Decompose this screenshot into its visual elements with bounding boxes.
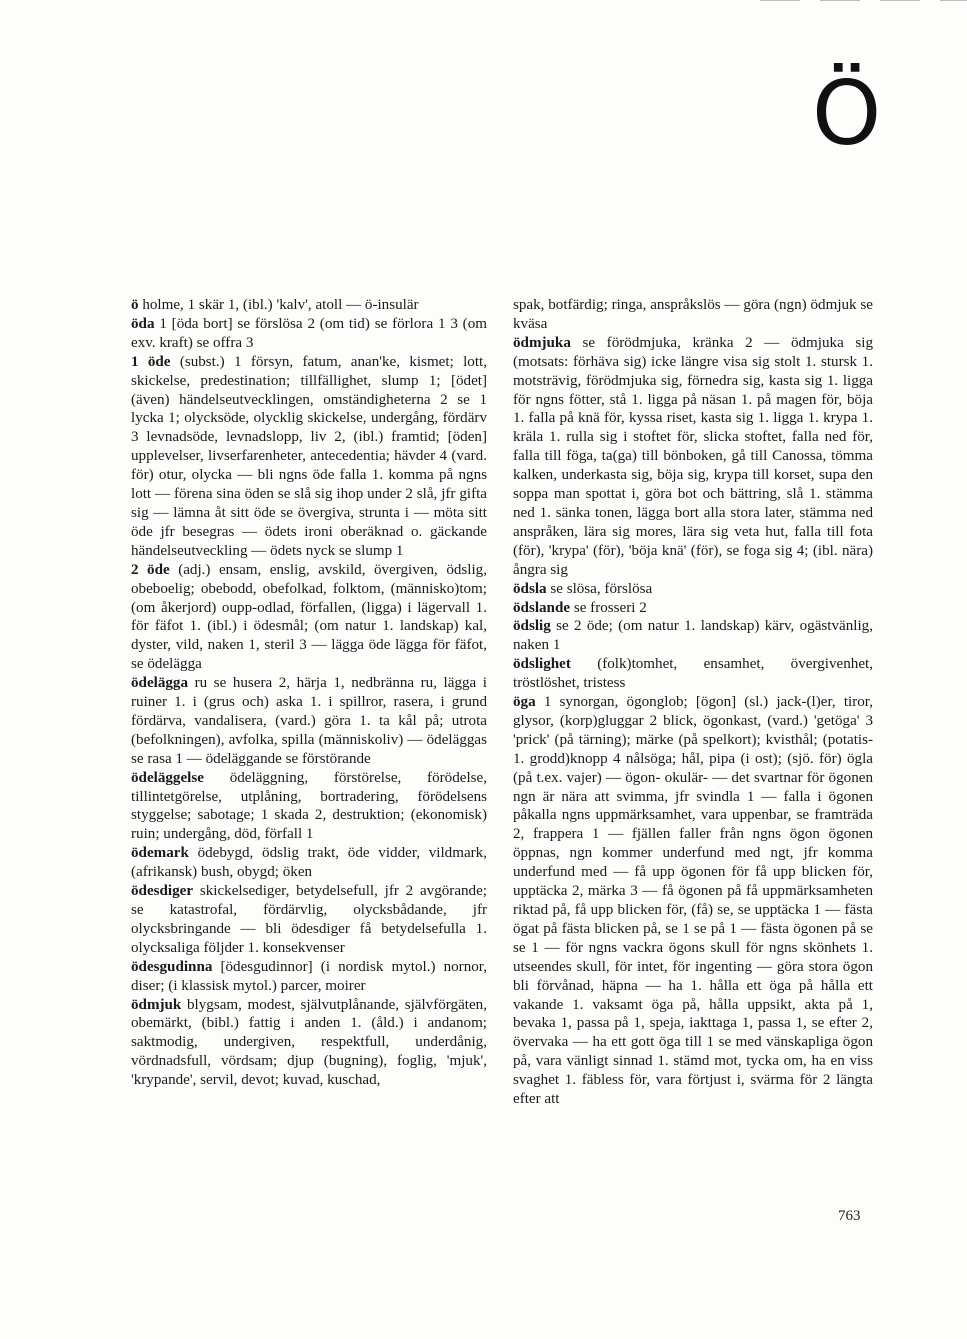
dictionary-entry bbox=[131, 296, 487, 315]
entry-definition: ru se husera 2, härja 1, nedbränna ru, lägga i ruiner 1. i (grus och) aska 1. i spillror, rasera, i grund fördärva, vandalisera, (vard.) göra 1. ta kål på; utrota (befolkningen), avfolka, spilla (människoliv) — ödeläggas se rasa 1 — ödeläggande se förstörande bbox=[131, 675, 487, 767]
right-column bbox=[513, 296, 873, 1109]
entry-definition: skickelsediger, betydelsefull, jfr 2 avgörande; se katastrofal, fördärvlig, olycksbådande, jfr olycksbringande — bli ödesdiger få betydelsefulla 1. olycksaliga följder 1. konsekvenser bbox=[131, 883, 487, 956]
dictionary-entry bbox=[131, 674, 487, 769]
entry-headword: ö bbox=[131, 297, 139, 313]
entry-headword: ödmjuka bbox=[513, 334, 571, 351]
entry-headword: ödsla bbox=[513, 580, 547, 597]
entry-definition: (folk)tomhet, ensamhet, övergivenhet, tröstlöshet, tristess bbox=[513, 656, 873, 692]
entry-headword: ödslighet bbox=[513, 656, 571, 673]
entry-headword: ödesgudinna bbox=[131, 958, 213, 975]
entry-definition: (adj.) ensam, enslig, avskild, övergiven, ödslig, obeboelig; obebodd, obefolkad, folktom, (människo)tom; (om åkerjord) oupp-odlad, förfallen, (ligga) i lägervall 1. för fäfot 1. (ibl.) i ödesmål; (om natur 1. landskap) kal, dyster, vild, naken 1, steril 3 — lägga öde lägga för fäfot, se ödelägga bbox=[131, 561, 487, 673]
entry-definition: spak, botfärdig; ringa, anspråkslös — göra (ngn) ödmjuk se kväsa bbox=[513, 297, 873, 332]
entry-headword: ödelägga bbox=[131, 675, 189, 692]
dictionary-entry bbox=[131, 958, 487, 996]
entry-headword: ödslig bbox=[513, 618, 551, 635]
entry-headword: ödemark bbox=[131, 845, 189, 862]
dictionary-entry bbox=[513, 693, 873, 1109]
entry-definition: ödebygd, ödslig trakt, öde vidder, vildmark, (afrikansk) bush, obygd; öken bbox=[131, 845, 487, 881]
entry-headword: 2 öde bbox=[131, 561, 170, 578]
entry-headword: ödslande bbox=[513, 599, 571, 616]
dictionary-entry bbox=[131, 315, 487, 353]
dictionary-entry bbox=[131, 353, 487, 561]
entry-definition: 1 synorgan, ögonglob; [ögon] (sl.) jack-(l)er, tiror, glysor, (korp)gluggar 2 blick, ögonkast, (vard.) 'getöga' 3 'prick' (på tärning); märke (på spelkort); kvisthål; (potatis- 1. grodd)knopp 4 nålsöga; hål, pipa (i ost); (sjö. för) ögla (på t.ex. vajer) — ögon- okulär- — det svartnar för ögonen ngn är nära att svimma, jfr svindla 1 — falla i ögonen påkalla ngns uppmärksamhet, vara uppenbar, se framträda 2, frappera 1 — fjällen faller från ngns ögon ögonen öppnas, ngn kommer underfund med ngt, jfr komma underfund med — få upp ögonen för få upp blicken för, upptäcka 2, märka 3 — få ögonen på få uppmärksamheten riktad på, få upp blicken för, (få) se, se upptäcka 1 — fästa ögat på fästa blicken på, se 1 se på 1 — fästa ögonen på se se 1 — för ngns vackra ögons skull för ngns skönhets 1. utseendes skull, för intet, för ingenting — göra stora ögon bli förvånad, häpna — ha 1. hålla ett öga på hålla ett vakande 1. vaksamt öga på, hålla uppsikt, akta på 1, bevaka 1, passa på 1, speja, iakttaga 1, passa 1, se efter 2, övervaka — ha ett gott öga till 1 se med vänskapliga ögon på, vara vänligt sinnad 1. stämd mot, tycka om, ha en viss svaghet 1. fäbless för, vara förtjust i, svärma för 2 längta efter att bbox=[513, 694, 873, 1108]
dictionary-entry bbox=[513, 617, 873, 655]
entry-definition: se förödmjuka, kränka 2 — ödmjuka sig (motsats: förhäva sig) icke längre visa sig stolt 1. stursk 1. motsträvig, förödmjuka sig, förnedra sig, kasta sig 1. ligga för ngns fötter, stå 1. ligga på näsan 1. på magen för, böja 1. falla på knä för, kyssa riset, kasta sig 1. ligga 1. krypa 1. kräla 1. rulla sig i stoftet för, slicka stoftet, falla ned för, falla till föga, ta(ga) till bönboken, gå till Canossa, tömma kalken, underkasta sig, böja sig, krypa till korset, supa den soppa man spottat i, göra bot och bättring, slå 1. stämma ned 1. sänka tonen, lägga bort alla stora later, stämma ned anspråken, lära sig mores, lära sig veta hut, falla till fota (för), 'krypa' (för), 'böja knä' (för), se foga sig 4; (ibl. nära) ångra sig bbox=[513, 334, 873, 578]
entry-definition: se slösa, förslösa bbox=[550, 580, 653, 597]
entry-definition: 1 [öda bort] se förslösa 2 (om tid) se förlora 1 3 (om exv. kraft) se offra 3 bbox=[131, 315, 487, 351]
dictionary-entry bbox=[513, 599, 873, 618]
top-edge-rule bbox=[760, 0, 967, 1]
dictionary-entry bbox=[131, 561, 487, 674]
entry-headword: 1 öde bbox=[131, 353, 171, 370]
dictionary-entry bbox=[513, 580, 873, 599]
entry-definition: se 2 öde; (om natur 1. landskap) kärv, ogästvänlig, naken 1 bbox=[513, 618, 873, 654]
dictionary-entry bbox=[131, 844, 487, 882]
entry-definition: ödeläggning, förstörelse, förödelse, tillintetgörelse, utplåning, bortradering, förödelsens styggelse; sabotage; 1 skada 2, destruktion; (ekonomisk) ruin; undergång, död, förfall 1 bbox=[131, 769, 487, 843]
dictionary-entry bbox=[513, 296, 873, 334]
entry-headword: ödeläggelse bbox=[131, 769, 204, 786]
dictionary-entry bbox=[131, 769, 487, 845]
entry-headword: öda bbox=[131, 315, 155, 332]
dictionary-entry bbox=[131, 882, 487, 958]
dictionary-entry bbox=[131, 996, 487, 1091]
entry-headword: ödesdiger bbox=[131, 883, 194, 900]
entry-headword: ödmjuk bbox=[131, 996, 182, 1013]
entry-definition: (subst.) 1 försyn, fatum, anan'ke, kismet; lott, skickelse, predestination; tillfällighet, slump 1; [ödet] (även) händelseutvecklingen, omständigheterna 2 se 1 lycka 1; olycksöde, olycklig skickelse, undergång, fördärv 3 levnadsöde, levnadslopp, liv 2, (ibl.) framtid; [öden] upplevelser, livserfarenheter, antecedentia; hävder 4 (vard. för) otur, olycka — bli ngns öde falla 1. komma på ngns lott — förena sina öden se slå sig ihop under 2 slå, jfr gifta sig — lämna åt sitt öde se övergiva, strunta i — möta sitt öde jfr besegras — ödets ironi oberäknad o. gäckande händelseutveckling — ödets nyck se slump 1 bbox=[131, 353, 487, 559]
entry-headword: öga bbox=[513, 694, 536, 711]
section-letter: Ö bbox=[812, 62, 882, 165]
entry-definition: se frosseri 2 bbox=[573, 599, 647, 616]
left-column bbox=[131, 296, 487, 1090]
entry-definition: blygsam, modest, självutplånande, självförgäten, obemärkt, (bibl.) fattig i anden 1. (åld.) i andanom; saktmodig, undergiven, respektfull, underdånig, vördnadsfull, vördsam; djup (bugning), foglig, 'mjuk', 'krypande', servil, devot; kuvad, kuschad, bbox=[131, 996, 487, 1089]
entry-definition: holme, 1 skär 1, (ibl.) 'kalv', atoll — ö-insulär bbox=[142, 297, 419, 313]
entry-definition: [ödesgudinnor] (i nordisk mytol.) nornor, diser; (i klassisk mytol.) parcer, moirer bbox=[131, 958, 487, 994]
page-number: 763 bbox=[838, 1208, 861, 1224]
dictionary-entry bbox=[513, 655, 873, 693]
dictionary-entry bbox=[513, 334, 873, 580]
